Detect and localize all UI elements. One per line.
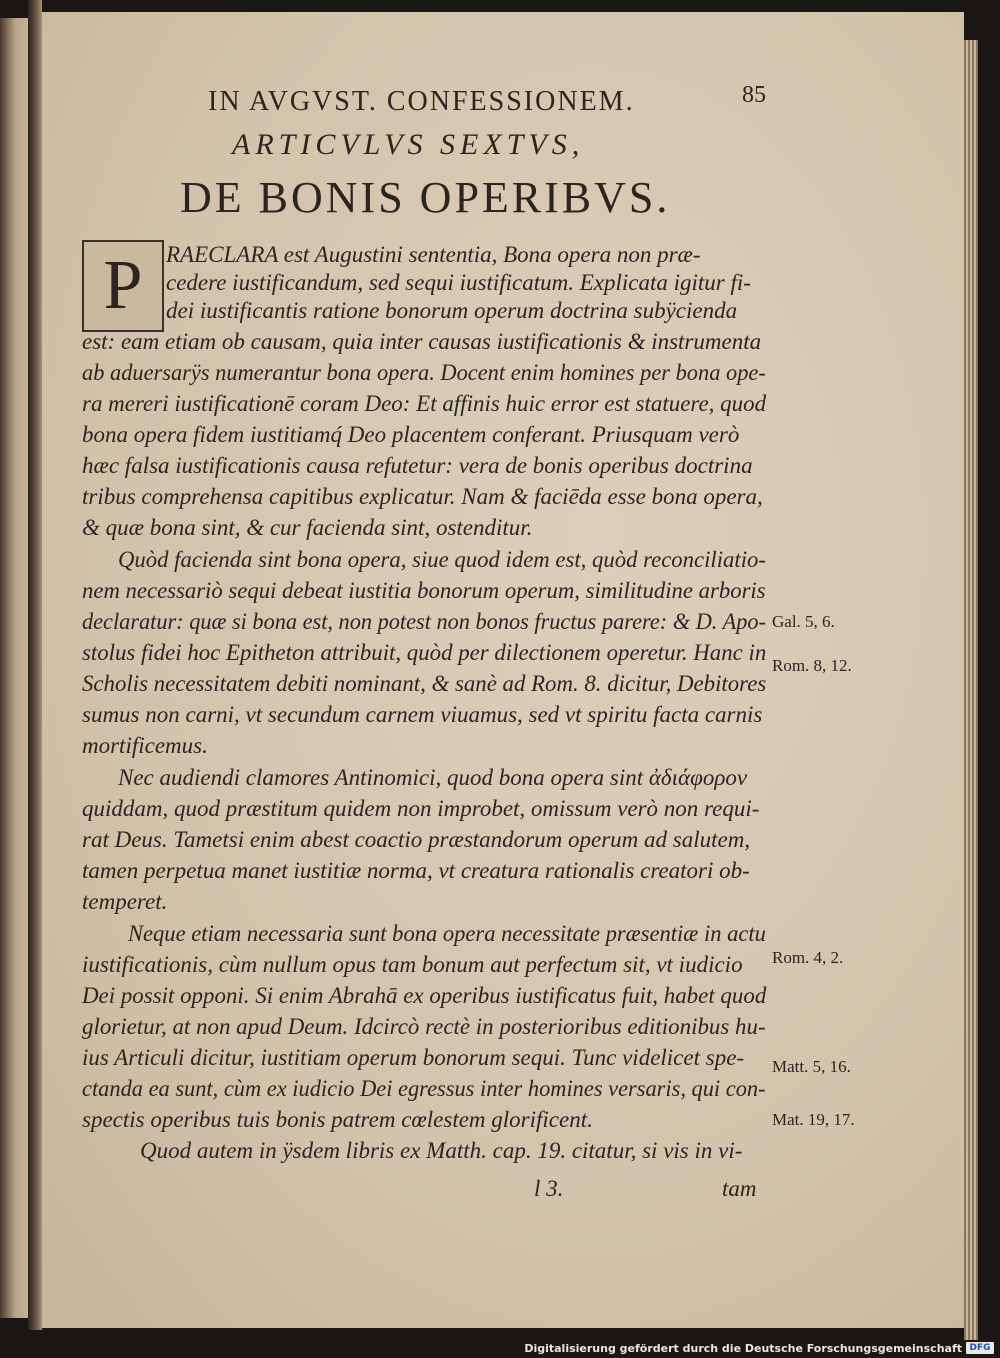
running-head: IN AVGVST. CONFESSIONEM. — [208, 86, 635, 117]
text-line-15: Scholis necessitatem debiti nominant, & sanè ad Rom. 8. dicitur, Debitores — [82, 671, 767, 696]
text-line-28: ctanda ea sunt, cùm ex iudicio Dei egressus inter homines versaris, qui con- — [82, 1076, 766, 1101]
text-line-1: RAECLARA est Augustini sententia, Bona opera non præ- — [166, 242, 701, 267]
article-heading: ARTICVLVS SEXTVS, — [232, 128, 585, 161]
page-number: 85 — [742, 82, 766, 108]
text-line-20: rat Deus. Tametsi enim abest coactio præstandorum operum ad salutem, — [82, 827, 751, 852]
dfg-logo: DFG — [966, 1342, 994, 1354]
text-line-6: ra mereri iustificationē coram Deo: Et affinis huic error est statuere, quod — [82, 391, 767, 416]
signature-mark: l 3. — [534, 1176, 564, 1201]
text-line-7: bona opera fidem iustitiamq́ Deo placentem conferant. Priusquam verò — [82, 422, 740, 447]
text-line-25: Dei possit opponi. Si enim Abrahā ex operibus iustificatus fuit, habet quod — [82, 983, 767, 1008]
text-line-14: stolus fidei hoc Epitheton attribuit, quòd per dilectionem operetur. Hanc in — [82, 640, 767, 665]
text-line-23: Neque etiam necessaria sunt bona opera necessitate præsentiæ in actu — [128, 921, 766, 946]
text-line-30: Quod autem in ÿsdem libris ex Matth. cap. 19. citatur, si vis in vi- — [140, 1138, 743, 1163]
decorated-initial — [82, 240, 164, 332]
text-line-22: temperet. — [82, 889, 168, 914]
margin-note-mat19: Mat. 19, 17. — [772, 1110, 855, 1129]
text-line-3: dei iustificantis ratione bonorum operum doctrina subÿcienda — [166, 298, 738, 323]
text-line-29: spectis operibus tuis bonis patrem cœlestem glorificent. — [82, 1107, 593, 1132]
text-line-12: nem necessariò sequi debeat iustitia bonorum operum, similitudine arboris — [82, 578, 766, 603]
text-line-10: & quæ bona sint, & cur facienda sint, ostenditur. — [82, 515, 533, 540]
text-line-9: tribus comprehensa capitibus explicatur. Nam & faciēda esse bona opera, — [82, 484, 763, 509]
book-gutter — [28, 0, 42, 1330]
text-line-19: quiddam, quod præstitum quidem non improbet, omissum verò non requi- — [82, 796, 760, 821]
catchword: tam — [722, 1176, 757, 1201]
text-line-18: Nec audiendi clamores Antinomici, quod bona opera sint ἀδιάφορον — [118, 765, 748, 790]
text-line-8: hæc falsa iustificationis causa refutetur: vera de bonis operibus doctrina — [82, 453, 753, 478]
text-line-13: declaratur: quæ si bona est, non potest non bonos fructus parere: & D. Apo- — [82, 609, 766, 634]
margin-note-rom8: Rom. 8, 12. — [772, 656, 852, 675]
text-line-24: iustificationis, cùm nullum opus tam bonum aut perfectum sit, vt iudicio — [82, 952, 743, 977]
text-line-16: sumus non carni, vt secundum carnem viuamus, sed vt spiritu facta carnis — [82, 702, 763, 727]
text-line-27: ius Articuli dicitur, iustitiam operum bonorum sequi. Tunc videlicet spe- — [82, 1045, 745, 1070]
section-title: DE BONIS OPERIBVS. — [180, 173, 671, 222]
margin-note-rom4: Rom. 4, 2. — [772, 948, 844, 967]
initial-letter: P — [103, 247, 143, 324]
text-line-4: est: eam etiam ob causam, quia inter causas iustificationis & instrumenta — [82, 329, 762, 354]
text-line-17: mortificemus. — [82, 733, 208, 758]
text-line-2: cedere iustificandum, sed sequi iustificatum. Explicata igitur fi- — [166, 270, 751, 295]
page-stack-edge — [964, 40, 978, 1340]
margin-note-matt5: Matt. 5, 16. — [772, 1057, 851, 1076]
text-line-21: tamen perpetua manet iustitiæ norma, vt creatura rationalis creatori ob- — [82, 858, 750, 883]
text-line-5: ab aduersarÿs numerantur bona opera. Docent enim homines per bona ope- — [82, 360, 766, 385]
margin-note-gal: Gal. 5, 6. — [772, 612, 835, 631]
text-line-26: glorietur, at non apud Deum. Idcircò rectè in posterioribus editionibus hu- — [82, 1014, 766, 1039]
funding-credit: Digitalisierung gefördert durch die Deutsche Forschungsgemeinschaft — [524, 1342, 962, 1355]
text-line-11: Quòd facienda sint bona opera, siue quod idem est, quòd reconciliatio- — [118, 547, 766, 572]
